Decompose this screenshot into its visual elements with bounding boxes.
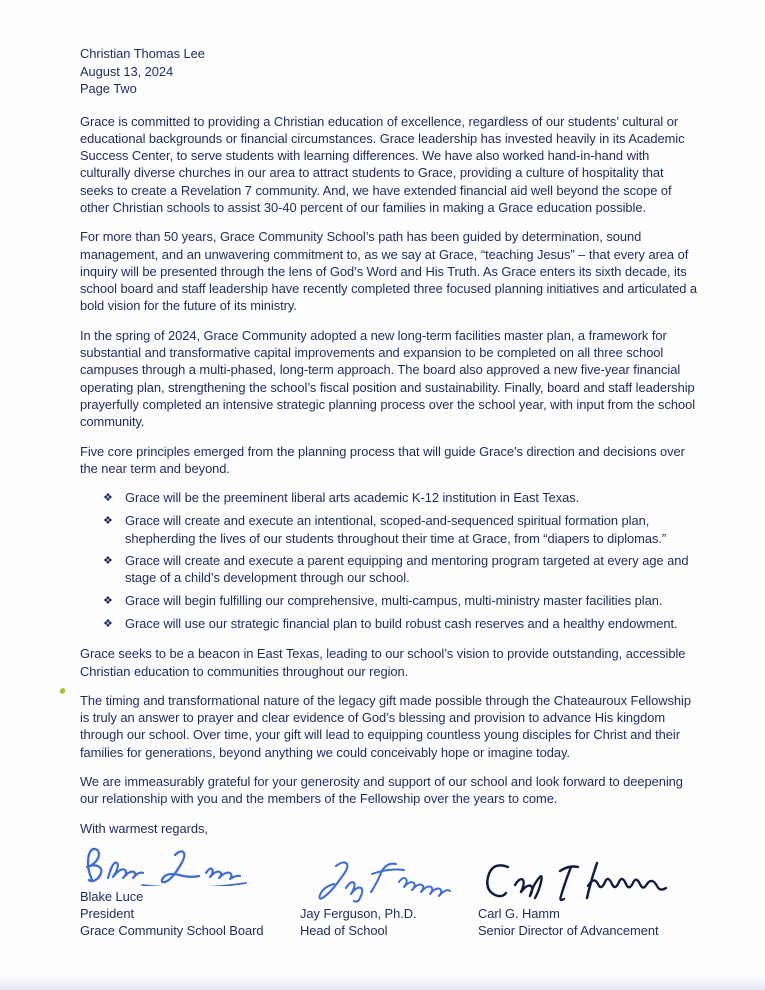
list-item-text: Grace will create and execute an intentional, scoped-and-sequenced spiritual formation plan, shepherding the lives of our students throughout their time at Grace, from “diapers to diplomas.” [125,513,667,546]
diamond-bullet-icon: ❖ [103,617,113,630]
letter-header [80,45,698,98]
list-item [103,592,698,610]
list-item-text: Grace will create and execute a parent equipping and mentoring program targeted at every age and stage of a child’s development through our school. [125,553,689,586]
list-item-text: Grace will use our strategic financial plan to build robust cash reserves and a healthy endowment. [125,615,678,631]
scan-edge-shadow [0,977,765,990]
paragraph-gratitude: We are immeasurably grateful for your generosity and support of our school and look forward to deepening our relationship with you and the members of the Fellowship over the years to come. [80,774,683,807]
paragraph-beacon: Grace seeks to be a beacon in East Texas, leading to our school’s vision to provide outstanding, accessible Christian education to communities throughout our region. [80,646,686,679]
signer-title: Head of School [300,923,388,939]
signer-carl-hamm [478,857,698,940]
list-item-text: Grace will be the preeminent liberal arts academic K-12 institution in East Texas. [125,490,580,506]
carl-hamm-signature-icon [478,857,688,903]
list-item-text: Grace will begin fulfilling our comprehensive, multi-campus, multi-ministry master facilities plan. [125,592,663,608]
signer-jay-ferguson [300,857,478,940]
diamond-bullet-icon: ❖ [103,492,113,505]
core-principles-list [80,489,698,633]
paragraph-planning: In the spring of 2024, Grace Community adopted a new long-term facilities master plan, a framework for substantial and transformative capital improvements and expansion to be completed on all three school campuses through a multi-phased, long-term approach. The board also approved a new five-year financial operating plan, strengthening the school’s fiscal position and sustainability. Finally, board and staff leadership prayerfully completed an intensive strategic planning process over the school year, with input from the school community. [80,327,696,430]
signer-name: Jay Ferguson, Ph.D. [300,906,417,922]
list-item [103,489,698,507]
paragraph-principles-intro: Five core principles emerged from the planning process that will guide Grace’s direction and decisions over the near term and beyond. [80,443,685,476]
margin-annotation-mark [59,687,66,694]
signer-blake-luce [80,840,300,940]
paragraph-legacy-gift: The timing and transformational nature of the legacy gift made possible through the Chateauroux Fellowship is truly an answer to prayer and clear evidence of God’s blessing and provision to advance His kingdom through our school. Over time, your gift will lead to equipping countless young disciples for Christ and their families for generations, beyond anything we could conceivably hope or imagine today. [80,692,691,760]
diamond-bullet-icon: ❖ [103,594,113,607]
diamond-bullet-icon: ❖ [103,555,113,568]
signer-title: Senior Director of Advancement [478,923,659,939]
recipient-name: Christian Thomas Lee [80,46,205,61]
blake-luce-signature-icon [80,840,280,886]
signer-name: Carl G. Hamm [478,906,560,922]
list-item [103,615,698,633]
letter-content [80,45,698,940]
signer-name: Blake Luce [80,888,144,904]
jay-ferguson-signature-icon [300,857,468,903]
paragraph-commitment: Grace is committed to providing a Christian education of excellence, regardless of our students’ cultural or educational backgrounds or financial circumstances. Grace leadership has invested heavily in its Academic Success Center, to serve students with learning differences. We have also worked hand-in-hand with culturally diverse churches in our area to attract students to Grace, providing a culture of hospitality that seeks to create a Revelation 7 community. And, we have extended financial aid well beyond the scope of other Christian schools to assist 30-40 percent of our families in making a Grace education possible. [80,113,685,215]
list-item [103,512,698,547]
page-label: Page Two [80,81,137,96]
signature-block [80,840,698,940]
letter-date: August 13, 2024 [80,63,174,79]
closing-line: With warmest regards, [80,820,208,836]
paragraph-history: For more than 50 years, Grace Community School’s path has been guided by determination, sound management, and an unwavering commitment to, as we say at Grace, “teaching Jesus” – that every area of inquiry will be presented through the lens of God’s Word and His Truth. As Grace enters its sixth decade, its school board and staff leadership have recently completed three focused planning initiatives and articulated a bold vision for the future of its ministry. [80,229,697,314]
diamond-bullet-icon: ❖ [103,515,113,528]
list-item [103,552,698,587]
signer-title: President [80,906,135,922]
signer-org: Grace Community School Board [80,923,264,939]
